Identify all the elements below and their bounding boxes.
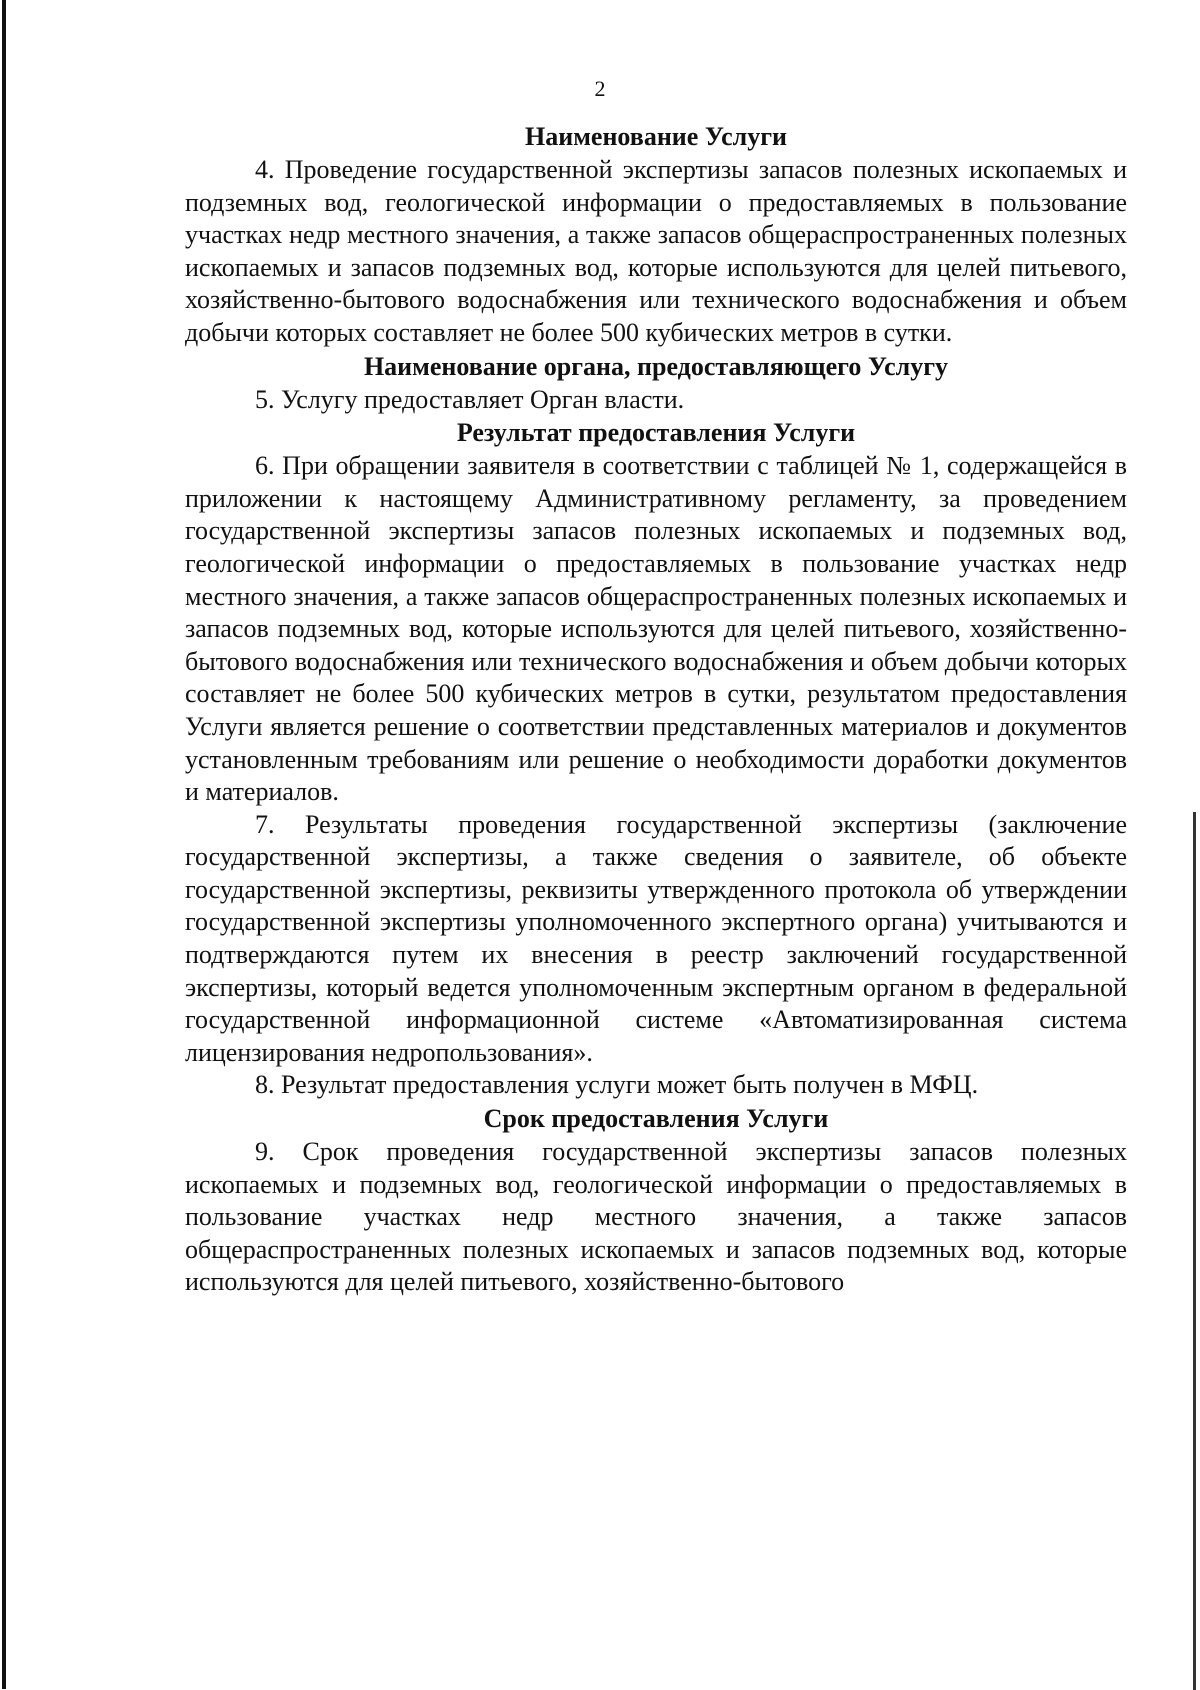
paragraph-4: 4. Проведение государственной экспертизы запасов полезных ископаемых и подземных вод, геологической информации о предоставляемых в пользование участках недр местного значения, а также запасов общераспространенных полезных ископаемых и запасов подземных вод, которые используются для целей питьевого, хозяйственно-бытового водоснабжения или технического водоснабжения и объем добычи которых составляет не более 500 кубических метров в сутки. xyxy=(185,155,1127,347)
paragraph-5: 5. Услугу предоставляет Орган власти. xyxy=(255,384,685,414)
page-number: 2 xyxy=(594,76,606,101)
section-result xyxy=(185,416,1127,1102)
section-heading: Наименование Услуги xyxy=(524,122,788,151)
section-authority xyxy=(185,350,1127,417)
paragraph-7: 7. Результаты проведения государственной экспертизы (заключение государственной экспертизы, а также сведения о заявителе, об объекте государственной экспертизы, реквизиты утвержденного протокола об утверждении государственной экспертизы уполномоченного экспертного органа) учитываются и подтверждаются путем их внесения в реестр заключений государственной экспертизы, который ведется уполномоченным экспертным органом в федеральной государственной информационной системе «Автоматизированная система лицензирования недропользования». xyxy=(185,809,1127,1067)
scan-left-edge xyxy=(2,0,6,1689)
section-heading: Наименование органа, предоставляющего Услугу xyxy=(363,351,949,381)
paragraph-6: 6. При обращении заявителя в соответствии с таблицей № 1, содержащейся в приложении к настоящему Административному регламенту, за проведением государственной экспертизы запасов полезных ископаемых и подземных вод, геологической информации о предоставляемых в пользование участках недр местного значения, а также запасов общераспространенных полезных ископаемых и запасов подземных вод, которые используются для целей питьевого, хозяйственно-бытового водоснабжения или технического водоснабжения и объем добычи которых составляет не более 500 кубических метров в сутки, результатом предоставления Услуги является решение о соответствии представленных материалов и документов установленным требованиям или решение о необходимости доработки документов и материалов. xyxy=(185,451,1127,807)
paragraph-9: 9. Срок проведения государственной экспертизы запасов полезных ископаемых и подземных вод, геологической информации о предоставляемых в пользование участках недр местного значения, а также запасов общераспространенных полезных ископаемых и запасов подземных вод, которые используются для целей питьевого, хозяйственно-бытового xyxy=(185,1137,1127,1297)
paragraph-8: 8. Результат предоставления услуги может быть получен в МФЦ. xyxy=(255,1070,979,1100)
section-term xyxy=(185,1102,1127,1299)
section-heading: Срок предоставления Услуги xyxy=(483,1104,829,1134)
scan-right-edge xyxy=(1193,812,1196,1690)
section-heading: Результат предоставления Услуги xyxy=(456,418,856,448)
document-body xyxy=(185,120,1127,1299)
section-service-name xyxy=(185,120,1127,350)
